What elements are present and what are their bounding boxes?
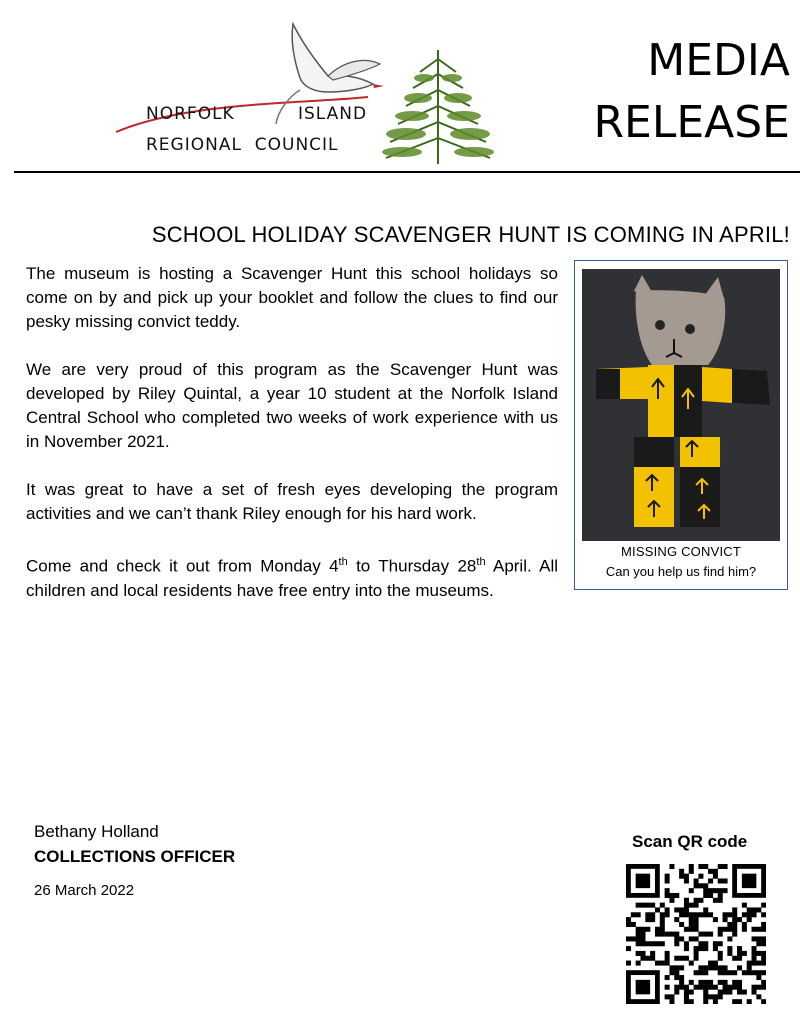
qr-code-label: Scan QR code bbox=[632, 832, 748, 851]
logo-text-regional-council: REGIONAL COUNCIL bbox=[146, 135, 339, 155]
qr-code[interactable] bbox=[626, 864, 766, 1004]
teddy-photo bbox=[582, 269, 780, 541]
paragraph-4-part-c: April. All children and local residents have free entry into the museums. bbox=[26, 556, 558, 600]
header-divider bbox=[14, 171, 800, 173]
signatory-name: Bethany Holland bbox=[34, 822, 159, 841]
article-body bbox=[26, 262, 558, 627]
missing-convict-photo-card bbox=[574, 260, 788, 590]
ordinal-suffix-1: th bbox=[338, 556, 348, 568]
media-release-line2: RELEASE bbox=[593, 97, 790, 148]
media-release-line1: MEDIA bbox=[647, 35, 790, 86]
photo-caption-subtitle: Can you help us find him? bbox=[605, 564, 757, 579]
pine-tree-icon bbox=[386, 50, 490, 164]
signatory-title: COLLECTIONS OFFICER bbox=[34, 847, 236, 866]
paragraph-2: We are very proud of this program as the Scavenger Hunt was developed by Riley Quintal, a year 10 student at the Norfolk Island Central School who completed two weeks of work experience with us in November 2021. bbox=[26, 360, 558, 451]
media-release-heading bbox=[590, 30, 790, 154]
photo-caption-title: MISSING CONVICT bbox=[620, 544, 741, 559]
qr-code-icon bbox=[626, 864, 766, 1004]
paragraph-4 bbox=[26, 550, 558, 603]
paragraph-3: It was great to have a set of fresh eyes developing the program activities and we can’t thank Riley enough for his hard work. bbox=[26, 480, 558, 523]
knitted-teddy-image bbox=[582, 269, 780, 541]
logo-text-island: ISLAND bbox=[298, 104, 368, 124]
headline: SCHOOL HOLIDAY SCAVENGER HUNT IS COMING IN APRIL! bbox=[151, 222, 790, 247]
paragraph-4-part-a: Come and check it out from Monday 4 bbox=[26, 556, 339, 576]
logo-text-norfolk: NORFOLK bbox=[146, 104, 235, 124]
ordinal-suffix-2: th bbox=[476, 556, 486, 568]
paragraph-4-part-b: to Thursday 28 bbox=[347, 556, 477, 576]
release-date: 26 March 2022 bbox=[34, 882, 135, 899]
paragraph-1: The museum is hosting a Scavenger Hunt this school holidays so come on by and pick up your booklet and follow the clues to find our pesky missing convict teddy. bbox=[26, 264, 558, 331]
council-logo bbox=[28, 14, 508, 164]
